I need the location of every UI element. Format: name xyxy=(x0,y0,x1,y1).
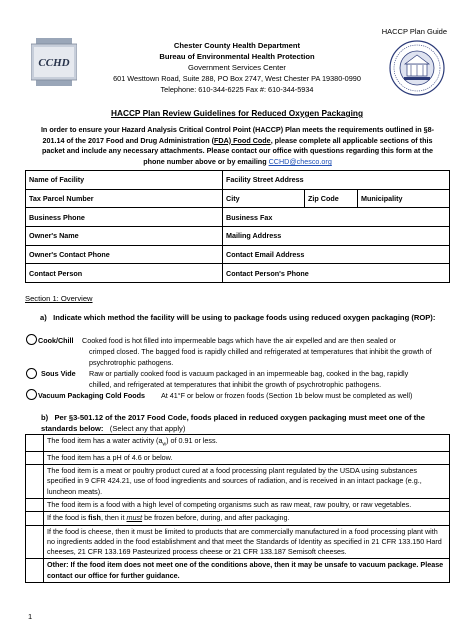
tax-parcel-number-field[interactable]: Tax Parcel Number xyxy=(26,189,223,208)
city-field[interactable]: City xyxy=(223,189,305,208)
table-row xyxy=(26,208,450,227)
facility-street-address-field[interactable]: Facility Street Address xyxy=(223,171,450,190)
business-fax-field[interactable]: Business Fax xyxy=(223,208,450,227)
table-row xyxy=(26,189,450,208)
document-label: HACCP Plan Guide xyxy=(381,27,447,36)
owner-name-field[interactable]: Owner's Name xyxy=(26,227,223,246)
mailing-address-field[interactable]: Mailing Address xyxy=(223,227,450,246)
ph-checkbox[interactable] xyxy=(26,451,44,464)
other-checkbox[interactable] xyxy=(26,559,44,583)
table-row xyxy=(26,435,450,452)
cook-chill-radio[interactable] xyxy=(26,334,37,345)
cured-meat-checkbox[interactable] xyxy=(26,465,44,499)
criteria-fish: If the food is fish, then it must be frozen before, during, and after packaging. xyxy=(44,512,450,525)
question-a: a) Indicate which method the facility will be using to package foods using reduced oxygen packaging (ROP): xyxy=(40,313,436,322)
department-name: Chester County Health Department xyxy=(173,41,301,50)
cook-chill-description-cont: crimped closed. The bagged food is rapidly chilled and refrigerated at temperatures that inhibit the growth of psychrotrophic pathogens. xyxy=(89,347,432,367)
rop-criteria-table xyxy=(25,434,450,583)
table-row xyxy=(26,465,450,499)
table-row xyxy=(26,525,450,559)
table-row xyxy=(26,559,450,583)
logo-text: CCHD xyxy=(38,57,70,69)
criteria-competing-organisms: The food item is a food with a high level of competing organisms such as raw meat, raw poultry, or raw vegetables. xyxy=(44,498,450,511)
vacuum-packaging-radio[interactable] xyxy=(26,389,37,400)
intro-text-1: In order to ensure your Hazard Analysis Critical Control Point (HACCP) Plan meets the requirements outlined in §8-201.14 of the 2017 Food and Drug Administration ( xyxy=(40,125,435,145)
page-number: 1 xyxy=(28,612,33,621)
sous-vide-label: Sous Vide xyxy=(41,369,76,378)
bureau-name: Bureau of Environmental Health Protection xyxy=(159,52,315,61)
criteria-water-activity: The food item has a water activity $(a_w)$ of 0.91 or less. xyxy=(44,435,450,452)
owner-contact-phone-field[interactable]: Owner's Contact Phone xyxy=(26,245,223,264)
contact-person-phone-field[interactable]: Contact Person's Phone xyxy=(223,264,450,283)
sous-vide-description: Raw or partially cooked food is vacuum packaged in an impermeable bag, cooked in the bag, rapidly xyxy=(89,369,409,378)
cook-chill-description: Cooked food is hot filled into impermeable bags which have the air expelled and are then sealed or xyxy=(82,336,397,345)
facility-info-table xyxy=(25,170,450,283)
address-line: 601 Westtown Road, Suite 288, PO Box 2747, West Chester PA 19380-0990 xyxy=(113,74,361,83)
fda-food-code-link[interactable]: FDA) Food Code xyxy=(213,135,271,145)
water-activity-checkbox[interactable] xyxy=(26,435,44,452)
zip-code-field[interactable]: Zip Code xyxy=(305,189,358,208)
facility-name-field[interactable]: Name of Facility xyxy=(26,171,223,190)
vacuum-packaging-description: At 41°F or below or frozen foods (Section 1b below must be completed as well) xyxy=(161,391,413,400)
table-row xyxy=(26,171,450,190)
table-row xyxy=(26,498,450,511)
question-b xyxy=(41,412,441,434)
table-row xyxy=(26,264,450,283)
cook-chill-label: Cook/Chill xyxy=(38,336,74,345)
municipality-field[interactable]: Municipality xyxy=(358,189,450,208)
sous-vide-radio[interactable] xyxy=(26,368,37,379)
competing-organisms-checkbox[interactable] xyxy=(26,498,44,511)
criteria-cured-meat: The food item is a meat or poultry product cured at a food processing plant regulated by the USDA using substances specified in 9 CFR 424.21, use of food ingredients and sources of radiation, and is received in an intact package (e.g., luncheon meats). xyxy=(44,465,450,499)
email-link[interactable]: CCHD@chesco.org xyxy=(268,157,332,167)
table-row xyxy=(26,451,450,464)
table-row xyxy=(26,512,450,525)
intro-paragraph xyxy=(40,125,435,168)
contact-email-field[interactable]: Contact Email Address xyxy=(223,245,450,264)
question-b-text: b) Per §3-501.12 of the 2017 Food Code, foods placed in reduced oxygen packaging must meet one of the standards below: xyxy=(41,413,425,433)
center-name: Government Services Center xyxy=(188,63,286,72)
vacuum-packaging-label: Vacuum Packaging Cold Foods xyxy=(38,391,146,400)
intro-text-2: , please complete all applicable sections of this packet and include any necessary attachments. Please contact our office with questions regarding this form at the phone number above or by emailing xyxy=(41,135,434,167)
sous-vide-description-cont: chilled, and refrigerated at temperatures that inhibit the growth of psychrotrophic pathogens. xyxy=(89,380,382,389)
cheese-checkbox[interactable] xyxy=(26,525,44,559)
phone-line: Telephone: 610-344-6225 Fax #: 610-344-5934 xyxy=(160,85,314,94)
business-phone-field[interactable]: Business Phone xyxy=(26,208,223,227)
section-heading: Section 1: Overview xyxy=(25,294,93,303)
criteria-cheese: If the food is cheese, then it must be limited to products that are commercially manufactured in a food processing plant with no ingredients added in the food establishment and that meet the Standards of Identity as specified in 21 CFR 133.150 Hard cheeses, 21 CFR 133.169 Pasteurized process cheese or 21 CFR 133.187 Semisoft cheeses. xyxy=(44,525,450,559)
contact-person-field[interactable]: Contact Person xyxy=(26,264,223,283)
table-row xyxy=(26,227,450,246)
table-row xyxy=(26,245,450,264)
criteria-other: Other: If the food item does not meet one of the conditions above, then it may be unsafe to vacuum package. Please contact our office for further guidance. xyxy=(44,559,450,583)
fish-checkbox[interactable] xyxy=(26,512,44,525)
criteria-ph: The food item has a pH of 4.6 or below. xyxy=(44,451,450,464)
document-title: HACCP Plan Review Guidelines for Reduced Oxygen Packaging xyxy=(110,108,364,118)
question-b-instruction: (Select any that apply) xyxy=(109,424,186,433)
